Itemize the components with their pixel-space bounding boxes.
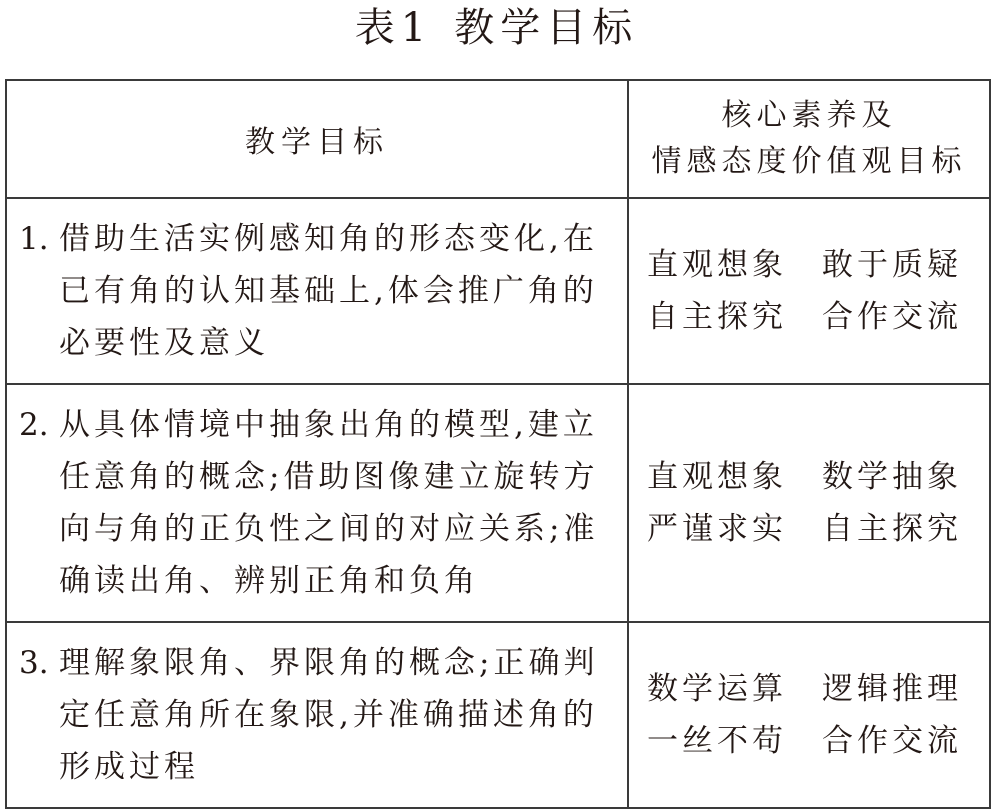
literacy-cell — [628, 384, 990, 622]
literacy-line — [647, 663, 989, 715]
table-row — [6, 622, 990, 808]
literacy-line — [647, 239, 989, 291]
literacy-item: 直观想象 — [647, 459, 787, 495]
literacy-item: 直观想象 — [647, 247, 787, 283]
header-literacy — [628, 80, 990, 198]
teaching-goals-table — [5, 79, 991, 809]
goal-number: 2. — [19, 407, 49, 443]
goal-cell — [6, 384, 628, 622]
header-literacy-line1: 核心素养及 — [721, 98, 897, 133]
literacy-item: 敢于质疑 — [822, 247, 962, 283]
literacy-item: 自主探究 — [822, 511, 962, 547]
table-caption: 教学目标 — [454, 5, 639, 51]
literacy-item: 合作交流 — [822, 299, 962, 335]
literacy-line — [647, 451, 989, 503]
literacy-item: 自主探究 — [647, 299, 787, 335]
goal-number: 1. — [19, 221, 49, 257]
goal-cell — [6, 198, 628, 384]
goal-number: 3. — [19, 645, 49, 681]
table-title — [0, 4, 993, 52]
literacy-item: 合作交流 — [822, 723, 962, 759]
header-row — [6, 80, 990, 198]
goal-text: 从具体情境中抽象出角的模型,建立任意角的概念;借助图像建立旋转方向与角的正负性之间的对应关系;准确读出角、辨别正角和负角 — [59, 407, 599, 599]
table-row — [6, 198, 990, 384]
literacy-item: 逻辑推理 — [822, 671, 962, 707]
header-goal: 教学目标 — [6, 80, 628, 198]
literacy-line — [647, 291, 989, 343]
goal-text: 理解象限角、界限角的概念;正确判定任意角所在象限,并准确描述角的形成过程 — [59, 645, 599, 785]
literacy-item: 数学抽象 — [822, 459, 962, 495]
goal-cell — [6, 622, 628, 808]
literacy-item: 严谨求实 — [647, 511, 787, 547]
literacy-cell — [628, 198, 990, 384]
goal-text: 借助生活实例感知角的形态变化,在已有角的认知基础上,体会推广角的必要性及意义 — [59, 221, 598, 361]
literacy-item: 数学运算 — [647, 671, 787, 707]
literacy-line — [647, 715, 989, 767]
literacy-item: 一丝不苟 — [647, 723, 787, 759]
header-literacy-line2: 情感态度价值观目标 — [651, 144, 967, 179]
literacy-line — [647, 503, 989, 555]
table-number: 表1 — [354, 5, 433, 51]
table-row — [6, 384, 990, 622]
literacy-cell — [628, 622, 990, 808]
